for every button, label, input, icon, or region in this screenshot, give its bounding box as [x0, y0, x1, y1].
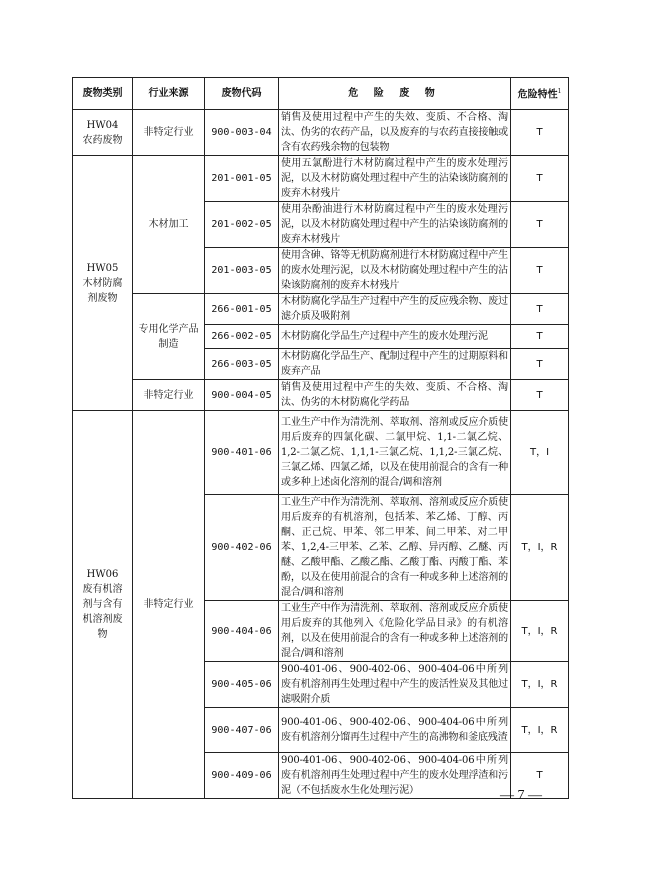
table-row [73, 380, 569, 411]
waste-code: 900-409-06 [205, 753, 279, 799]
waste-description: 销售及使用过程中产生的失效、变质、不合格、淘汰、伪劣的木材防腐化学药品 [279, 380, 511, 411]
hazard-characteristic: T [511, 380, 569, 411]
waste-code: 266-002-05 [205, 325, 279, 349]
waste-description: 工业生产中作为清洗剂、萃取剂、溶剂或反应介质使用后废弃的四氯化碳、二氯甲烷、1,1-二氯乙烷、1,2-二氯乙烷、1,1,1-三氯乙烷、1,1,2-三氯乙烷、三氯乙烯、四氯乙烯，以及在使用前混合的含有一种或多种上述卤化溶剂的混合/调和溶剂 [279, 411, 511, 495]
waste-description: 使用杂酚油进行木材防腐过程中产生的废水处理污泥，以及木材防腐处理过程中产生的沾染该防腐剂的废弃木材残片 [279, 202, 511, 248]
waste-description: 900-401-06、900-402-06、900-404-06中所列废有机溶剂分馏再生过程中产生的高沸物和釜底残渣 [279, 708, 511, 753]
hazard-characteristic: T [511, 248, 569, 294]
category-cell-hw05: HW05 木材防腐 剂废物 [73, 156, 133, 411]
waste-code: 266-001-05 [205, 294, 279, 325]
waste-description: 工业生产中作为清洗剂、萃取剂、溶剂或反应介质使用后废弃的有机溶剂，包括苯、苯乙烯、丁醇、丙酮、正己烷、甲苯、邻二甲苯、间二甲苯、对二甲苯、1,2,4-三甲苯、乙苯、乙醇、异丙醇、乙醚、丙醚、乙酸甲酯、乙酸乙酯、乙酸丁酯、丙酸丁酯、苯酚，以及在使用前混合的含有一种或多种上述溶剂的混合/调和溶剂 [279, 495, 511, 601]
waste-description: 木材防腐化学品生产过程中产生的反应残余物、废过滤介质及吸附剂 [279, 294, 511, 325]
header-characteristic-label: 危险特性 [517, 89, 558, 101]
waste-code: 900-004-05 [205, 380, 279, 411]
table-header-row [73, 78, 569, 110]
industry-cell: 专用化学产品 制造 [133, 294, 205, 380]
waste-code: 201-003-05 [205, 248, 279, 294]
hazard-characteristic: T [511, 110, 569, 156]
industry-cell: 非特定行业 [133, 110, 205, 156]
waste-code: 900-407-06 [205, 708, 279, 753]
table-row [73, 110, 569, 156]
waste-code: 201-001-05 [205, 156, 279, 202]
header-industry: 行业来源 [133, 78, 205, 110]
hazard-characteristic: T [511, 349, 569, 380]
hazard-characteristic: T，I，R [511, 662, 569, 708]
waste-code: 201-002-05 [205, 202, 279, 248]
hazard-characteristic: T [511, 753, 569, 799]
category-cell-hw06: HW06 废有机溶 剂与含有 机溶剂废 物 [73, 411, 133, 799]
waste-code: 900-405-06 [205, 662, 279, 708]
waste-description: 使用含砷、铬等无机防腐剂进行木材防腐过程中产生的废水处理污泥，以及木材防腐处理过程中产生的沾染该防腐剂的废弃木材残片 [279, 248, 511, 294]
waste-description: 工业生产中作为清洗剂、萃取剂、溶剂或反应介质使用后废弃的其他列入《危险化学品目录》的有机溶剂，以及在使用前混合的含有一种或多种上述溶剂的混合/调和溶剂 [279, 601, 511, 662]
header-category: 废物类别 [73, 78, 133, 110]
waste-code: 900-404-06 [205, 601, 279, 662]
waste-description: 销售及使用过程中产生的失效、变质、不合格、淘汰、伪劣的农药产品，以及废弃的与农药直接接触或含有农药残余物的包装物 [279, 110, 511, 156]
waste-code: 900-401-06 [205, 411, 279, 495]
industry-cell: 非特定行业 [133, 411, 205, 799]
hazard-characteristic: T [511, 202, 569, 248]
waste-code: 266-003-05 [205, 349, 279, 380]
waste-description: 900-401-06、900-402-06、900-404-06中所列废有机溶剂再生处理过程中产生的废水处理浮渣和污泥（不包括废水生化处理污泥） [279, 753, 511, 799]
industry-cell: 木材加工 [133, 156, 205, 294]
waste-code: 900-003-04 [205, 110, 279, 156]
waste-code: 900-402-06 [205, 495, 279, 601]
page-number: — 7 — [500, 788, 542, 803]
footnote-marker: 1 [557, 88, 562, 96]
table-row [73, 294, 569, 325]
hazard-characteristic: T [511, 294, 569, 325]
hazard-characteristic: T，I，R [511, 601, 569, 662]
waste-description: 900-401-06、900-402-06、900-404-06中所列废有机溶剂再生处理过程中产生的废活性炭及其他过滤吸附介质 [279, 662, 511, 708]
header-code: 废物代码 [205, 78, 279, 110]
hazardous-waste-table [72, 77, 569, 799]
header-characteristic [511, 78, 569, 110]
table-row [73, 411, 569, 495]
hazard-characteristic: T，I，R [511, 708, 569, 753]
category-cell-hw04: HW04 农药废物 [73, 110, 133, 156]
table-row [73, 156, 569, 202]
hazard-characteristic: T，I [511, 411, 569, 495]
waste-description: 木材防腐化学品生产过程中产生的废水处理污泥 [279, 325, 511, 349]
hazard-characteristic: T，I，R [511, 495, 569, 601]
hazard-characteristic: T [511, 325, 569, 349]
header-hazard-waste: 危 险 废 物 [279, 78, 511, 110]
waste-description: 木材防腐化学品生产、配制过程中产生的过期原料和废弃产品 [279, 349, 511, 380]
waste-description: 使用五氯酚进行木材防腐过程中产生的废水处理污泥，以及木材防腐处理过程中产生的沾染该防腐剂的废弃木材残片 [279, 156, 511, 202]
hazard-characteristic: T [511, 156, 569, 202]
industry-cell: 非特定行业 [133, 380, 205, 411]
